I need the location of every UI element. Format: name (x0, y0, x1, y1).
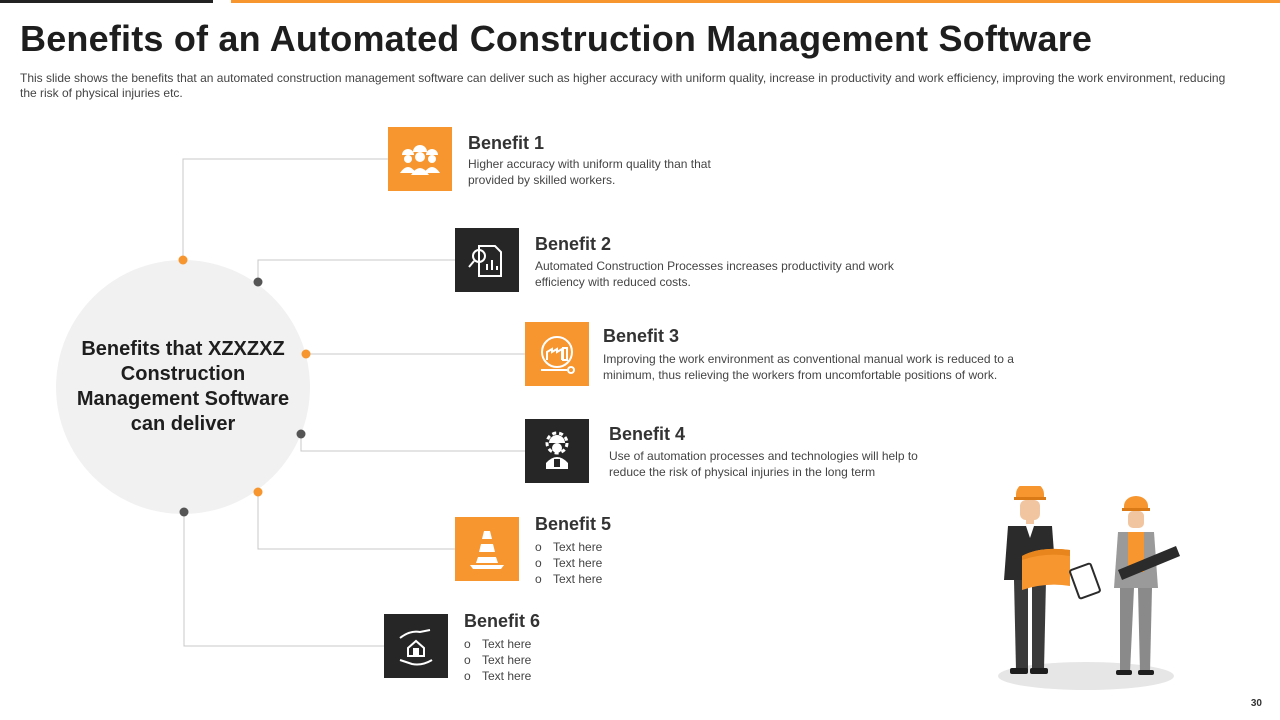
benefit-4-icon-box (525, 419, 589, 483)
benefit-3-title: Benefit 3 (603, 326, 680, 346)
benefit-2-icon-box (455, 228, 519, 292)
list-item: o Text here (464, 668, 531, 684)
hub-label: Benefits that XZXZXZ Construction Management Software can deliver (76, 338, 290, 435)
list-item: o Text here (535, 555, 602, 571)
traffic-cone-icon (467, 527, 507, 571)
construction-engineers-illustration (990, 486, 1190, 694)
benefit-3-icon-box (525, 322, 589, 386)
benefit-1-icon-box (388, 127, 452, 191)
benefit-4-title: Benefit 4 (609, 424, 686, 444)
list-item: o Text here (464, 636, 531, 652)
dot-benefit-1 (179, 256, 188, 265)
dot-benefit-5 (254, 488, 263, 497)
benefit-6-icon-box (384, 614, 448, 678)
dot-benefit-2 (254, 278, 263, 287)
benefit-5-bullets (535, 539, 602, 587)
slide-title: Benefits of an Automated Construction Management Software (20, 18, 1093, 59)
workers-group-icon (396, 143, 444, 175)
page-number: 30 (1250, 698, 1262, 709)
benefit-4-description: Use of automation processes and technologies will help to reduce the risk of physical injuries in the long term (609, 449, 918, 479)
benefit-1-title: Benefit 1 (468, 133, 545, 153)
benefit-5-icon-box (455, 517, 519, 581)
benefit-2-description: Automated Construction Processes increases productivity and work efficiency with reduced costs. (535, 259, 894, 289)
benefit-1-description: Higher accuracy with uniform quality than that provided by skilled workers. (468, 157, 711, 187)
dot-benefit-4 (297, 430, 306, 439)
factory-wrench-icon (535, 332, 579, 376)
benefit-2-title: Benefit 2 (535, 234, 612, 254)
dot-benefit-6 (180, 508, 189, 517)
list-item: o Text here (464, 652, 531, 668)
engineer-gear-icon (535, 429, 579, 473)
protected-house-icon (394, 624, 438, 668)
benefit-6-title: Benefit 6 (464, 611, 541, 631)
benefit-6-bullets (464, 636, 531, 684)
slide-subtitle: This slide shows the benefits that an automated construction management software can deliver such as higher accuracy with uniform quality, increase in productivity and work efficiency, improving the work environment, reducing the risk of physical injuries etc. (20, 71, 1226, 100)
benefit-5-title: Benefit 5 (535, 514, 612, 534)
dot-benefit-3 (302, 350, 311, 359)
list-item: o Text here (535, 539, 602, 555)
list-item: o Text here (535, 571, 602, 587)
benefit-3-description: Improving the work environment as conventional manual work is reduced to a minimum, thus relieving the workers from uncomfortable positions of work. (603, 352, 1014, 382)
analysis-report-icon (467, 240, 507, 280)
